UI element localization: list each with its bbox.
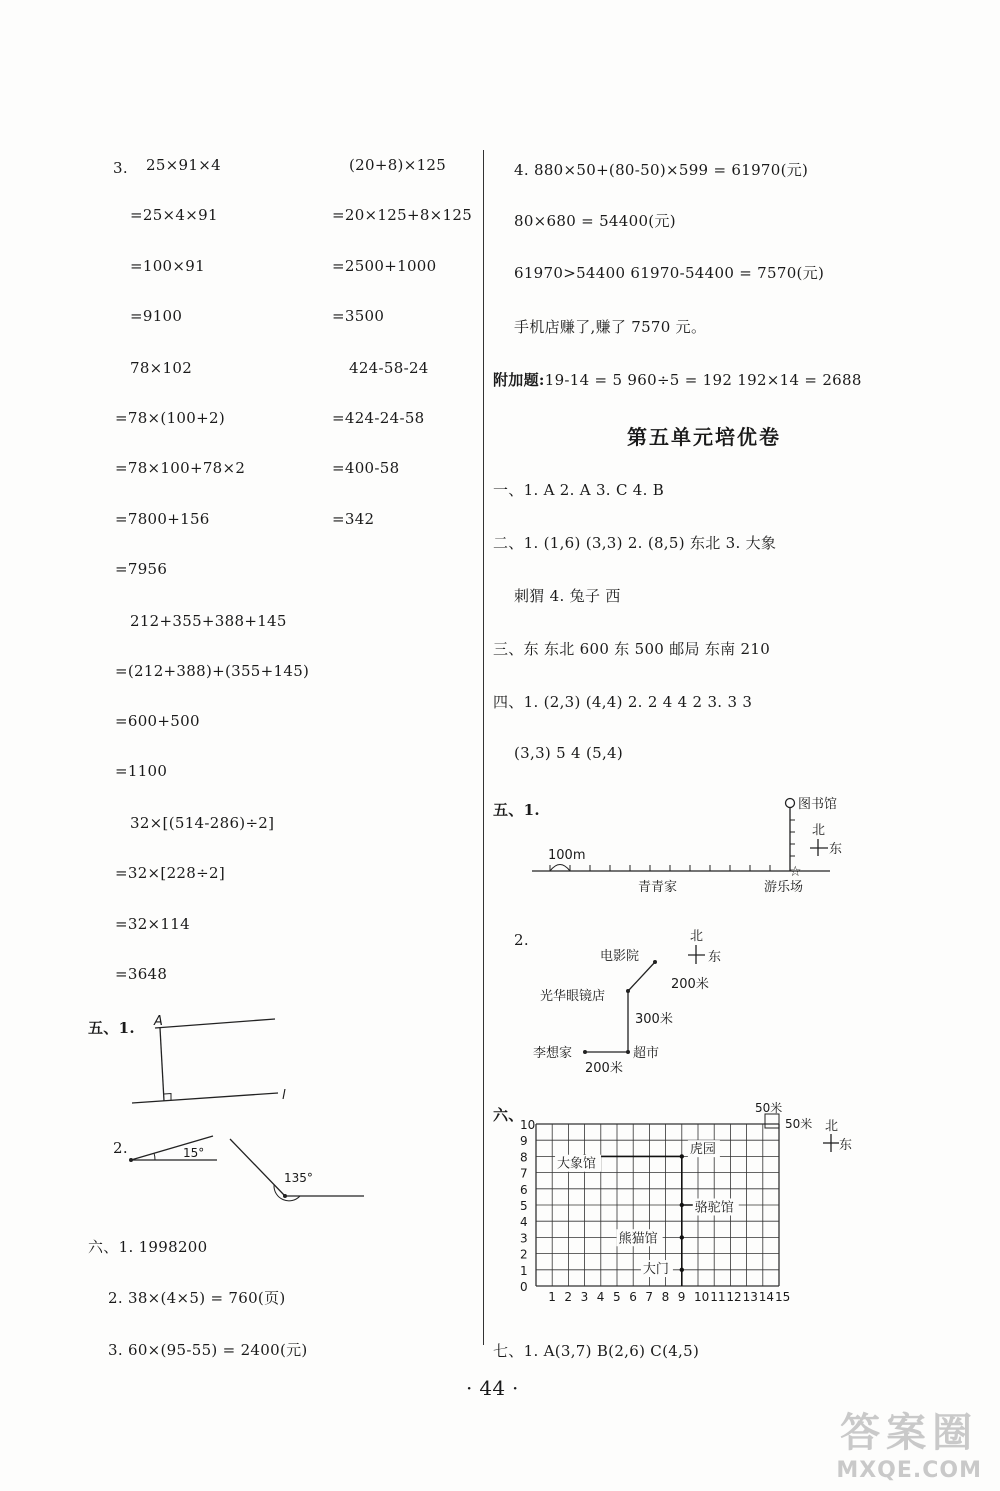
dist-300-label: 300米 [635, 1012, 673, 1027]
sec3-answers: 三、东 东北 600 东 500 邮局 东南 210 [493, 640, 771, 658]
panda-hall-label: 熊猫馆 [618, 1231, 658, 1247]
q3c-line: =600+500 [115, 712, 200, 730]
sec4-answers-cont: (3,3) 5 4 (5,4) [514, 744, 624, 762]
north-label: 北 [812, 823, 826, 838]
x-tick-label: 4 [596, 1290, 605, 1304]
angle-15-figure [125, 1130, 225, 1170]
map-library-route [530, 792, 850, 902]
q3b-col2-line: =342 [332, 510, 375, 528]
x-tick-label: 2 [564, 1290, 573, 1304]
sec7-answers: 七、1. A(3,7) B(2,6) C(4,5) [493, 1342, 700, 1360]
sec6-line: 六、1. 1998200 [88, 1238, 208, 1256]
q3b-col1-line: =78×100+78×2 [115, 459, 246, 477]
grid-north-label: 北 [825, 1119, 839, 1134]
x-tick-label: 9 [677, 1290, 686, 1304]
angle-135-figure [222, 1133, 372, 1203]
q4-line: 61970>54400 61970-54400 = 7570(元) [514, 264, 825, 282]
sec6-line: 2. 38×(4×5) = 760(页) [108, 1289, 286, 1307]
route-point [680, 1268, 684, 1272]
x-tick-label: 11 [710, 1290, 726, 1304]
route-point [680, 1203, 684, 1207]
q3d-line: 32×[(514-286)÷2] [130, 814, 275, 832]
y-tick-label: 1 [520, 1263, 528, 1278]
cinema-label: 电影院 [600, 949, 640, 964]
map-route-2 [525, 920, 735, 1040]
tiger-park-label: 虎园 [689, 1142, 716, 1158]
angle-135-label: 135° [284, 1171, 313, 1185]
q3d-line: =32×[228÷2] [115, 864, 225, 882]
x-tick-label: 14 [758, 1290, 775, 1304]
q3-col2-line: (20+8)×125 [349, 156, 447, 174]
q3b-col2-line: =400-58 [332, 459, 400, 477]
point-a-label: A [154, 1014, 163, 1029]
watermark-line2: MXQE.COM [836, 1458, 982, 1483]
park-label: 游乐场 [764, 880, 804, 895]
x-tick-label: 15 [775, 1290, 791, 1304]
y-tick-label: 7 [520, 1166, 528, 1181]
unit-title: 第五单元培优卷 [627, 425, 781, 449]
q3b-col1-line: =7800+156 [115, 510, 210, 528]
supermarket-label: 超市 [633, 1046, 660, 1061]
sec2-answers: 二、1. (1,6) (3,3) 2. (8,5) 东北 3. 大象 [493, 534, 777, 552]
y-tick-label: 2 [520, 1247, 528, 1262]
scale-box [765, 1114, 779, 1128]
grid-east-label: 东 [839, 1138, 853, 1153]
sec4-answers: 四、1. (2,3) (4,4) 2. 2 4 4 2 3. 3 3 [493, 693, 753, 711]
camel-hall-label: 骆驼馆 [694, 1200, 734, 1216]
x-tick-label: 8 [661, 1290, 670, 1304]
coordinate-grid-map [510, 1100, 870, 1310]
q3-col1-line: =9100 [130, 307, 183, 325]
sec6-label-right: 六、 [493, 1106, 524, 1124]
dist-200b-label: 200米 [585, 1061, 623, 1076]
y-tick-label: 3 [520, 1231, 528, 1246]
q3-col1-line: 25×91×4 [146, 156, 221, 174]
route-point [680, 1154, 684, 1158]
watermark [836, 1401, 982, 1483]
q4-line: 4. 880×50+(80-50)×599 = 61970(元) [514, 161, 809, 179]
east-label: 东 [829, 842, 843, 857]
bonus-text: 19-14 = 5 960÷5 = 192 192×14 = 2688 [544, 371, 862, 389]
route-point [680, 1235, 684, 1239]
y-tick-label: 6 [520, 1182, 528, 1197]
y-tick-label: 5 [520, 1199, 528, 1213]
y-tick-label: 4 [520, 1215, 528, 1230]
y-tick-label: 9 [520, 1134, 528, 1149]
map-route-2-bottom [525, 1040, 735, 1080]
x-tick-label: 12 [726, 1290, 742, 1304]
q3b-col1-line: 78×102 [130, 359, 193, 377]
lixiang-home-label: 李想家 [533, 1046, 573, 1061]
perpendicular-figure [120, 1010, 295, 1110]
y-tick-label: 8 [520, 1150, 528, 1165]
q3-col2-line: =20×125+8×125 [332, 206, 473, 224]
sec5-1-label-right: 五、1. [493, 801, 540, 819]
y-tick-label: 10 [520, 1118, 536, 1132]
x-tick-label: 6 [629, 1290, 637, 1304]
sec5-1-label: 五、1. [88, 1019, 135, 1037]
page-number: · 44 · [466, 1376, 519, 1400]
scale-x-label: 50米 [755, 1101, 783, 1115]
x-tick-label: 5 [613, 1290, 621, 1304]
sec5-2-label-right: 2. [514, 931, 529, 949]
gate-label: 大门 [642, 1262, 669, 1278]
q3-col2-line: =3500 [332, 307, 385, 325]
q3c-line: =1100 [115, 762, 168, 780]
bonus-label: 附加题: [493, 371, 545, 389]
star-icon: ☆ [789, 864, 802, 880]
q4-line: 手机店赚了,赚了 7570 元。 [514, 318, 707, 336]
q3-col1-line: =25×4×91 [130, 206, 218, 224]
x-tick-label: 3 [580, 1290, 589, 1304]
angle-15-label: 15° [183, 1146, 205, 1160]
watermark-line1: 答案圈 [840, 1410, 979, 1456]
q3b-col1-line: =78×(100+2) [115, 409, 225, 427]
x-tick-label: 1 [548, 1290, 556, 1304]
sec2-answers-cont: 刺猬 4. 兔子 西 [514, 587, 621, 605]
q3d-line: =32×114 [115, 915, 190, 933]
q3-col1-line: =100×91 [130, 257, 205, 275]
east-label-2: 东 [708, 950, 722, 965]
x-tick-label: 10 [694, 1290, 710, 1304]
dist-200a-label: 200米 [671, 977, 709, 992]
q3c-line: 212+355+388+145 [130, 612, 287, 630]
sec6-line: 3. 60×(95-55) = 2400(元) [108, 1341, 308, 1359]
north-label-2: 北 [690, 929, 704, 944]
scale-100m-label: 100m [548, 848, 586, 863]
optical-shop-label: 光华眼镜店 [540, 989, 606, 1004]
library-label: 图书馆 [798, 797, 838, 812]
q3d-line: =3648 [115, 965, 168, 983]
home-label: 青青家 [638, 880, 678, 895]
q3b-col2-line: =424-24-58 [332, 409, 425, 427]
q3b-col1-line: =7956 [115, 560, 168, 578]
x-tick-label: 13 [742, 1290, 758, 1304]
scale-y-label: 50米 [785, 1117, 813, 1131]
y-tick-label: 0 [520, 1280, 528, 1294]
line-l-label: l [282, 1088, 286, 1103]
q3-label: 3. [113, 159, 128, 177]
sec1-answers: 一、1. A 2. A 3. C 4. B [493, 481, 665, 499]
column-divider [483, 150, 484, 1345]
q3-col2-line: =2500+1000 [332, 257, 437, 275]
q4-line: 80×680 = 54400(元) [514, 212, 676, 230]
bonus-line [493, 369, 862, 390]
sec5-2-label: 2. [113, 1139, 128, 1157]
q3c-line: =(212+388)+(355+145) [115, 662, 310, 680]
x-tick-label: 7 [645, 1290, 654, 1304]
elephant-hall-label: 大象馆 [557, 1156, 597, 1172]
q3b-col2-line: 424-58-24 [349, 359, 429, 377]
